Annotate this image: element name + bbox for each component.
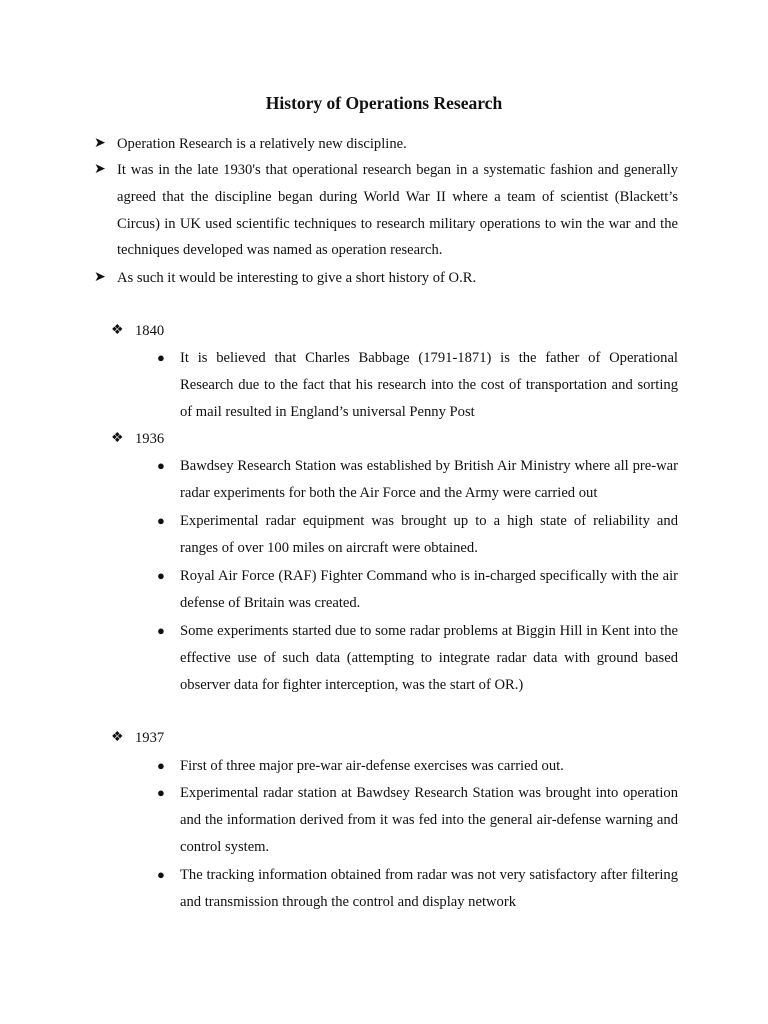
list-item-text: Royal Air Force (RAF) Fighter Command who is in-charged specifically with the air defense of Britain was created. [180, 568, 678, 611]
year-heading [111, 320, 165, 342]
year-label: 1937 [135, 730, 165, 746]
list-item [157, 508, 678, 562]
year-label: 1936 [135, 431, 165, 447]
intro-item [94, 157, 678, 264]
list-item-text: Some experiments started due to some radar problems at Biggin Hill in Kent into the effective use of such data (attempting to integrate radar data with ground based observer data for fighter interception, was the start of OR.) [180, 623, 678, 693]
intro-item [94, 265, 678, 292]
four-diamond-bullet-icon: ❖ [111, 431, 124, 446]
intro-item [94, 131, 678, 158]
page-title: History of Operations Research [265, 93, 503, 113]
list-item-text: Experimental radar station at Bawdsey Research Station was brought into operation and the information derived from it was fed into the general air-defense warning and control system. [180, 785, 678, 855]
list-item-text: Experimental radar equipment was brought up to a high state of reliability and ranges of over 100 miles on aircraft were obtained. [180, 513, 678, 556]
year-heading [111, 727, 165, 749]
round-bullet-icon: ● [157, 623, 165, 638]
list-item-text: It is believed that Charles Babbage (1791-1871) is the father of Operational Research due to the fact that his research into the cost of transportation and sorting of mail resulted in England’s universal Penny Post [180, 350, 678, 420]
arrow-bullet-icon: ➤ [94, 162, 106, 177]
year-heading [111, 428, 165, 450]
list-item [157, 618, 678, 698]
four-diamond-bullet-icon: ❖ [111, 323, 124, 338]
list-item [157, 862, 678, 916]
round-bullet-icon: ● [157, 513, 165, 528]
round-bullet-icon: ● [157, 867, 165, 882]
round-bullet-icon: ● [157, 568, 165, 583]
list-item [157, 563, 678, 617]
list-item [157, 753, 678, 780]
list-item-text: First of three major pre-war air-defense exercises was carried out. [180, 758, 564, 774]
list-item [157, 345, 678, 425]
four-diamond-bullet-icon: ❖ [111, 730, 124, 745]
intro-text: It was in the late 1930's that operational research began in a systematic fashion and generally agreed that the discipline began during World War II where a team of scientist (Blackett’s Circus) in UK used scientific techniques to research military operations to win the war and the techniques developed was named as operation research. [117, 162, 678, 259]
round-bullet-icon: ● [157, 458, 165, 473]
intro-text: Operation Research is a relatively new discipline. [117, 136, 407, 152]
list-item-text: The tracking information obtained from radar was not very satisfactory after filtering and transmission through the control and display network [180, 867, 678, 910]
arrow-bullet-icon: ➤ [94, 136, 106, 151]
round-bullet-icon: ● [157, 785, 165, 800]
round-bullet-icon: ● [157, 758, 165, 773]
list-item [157, 780, 678, 860]
round-bullet-icon: ● [157, 350, 165, 365]
list-item [157, 453, 678, 507]
list-item-text: Bawdsey Research Station was established by British Air Ministry where all pre-war radar experiments for both the Air Force and the Army were carried out [180, 458, 678, 501]
intro-text: As such it would be interesting to give a short history of O.R. [117, 270, 477, 286]
year-label: 1840 [135, 323, 165, 339]
arrow-bullet-icon: ➤ [94, 270, 106, 285]
